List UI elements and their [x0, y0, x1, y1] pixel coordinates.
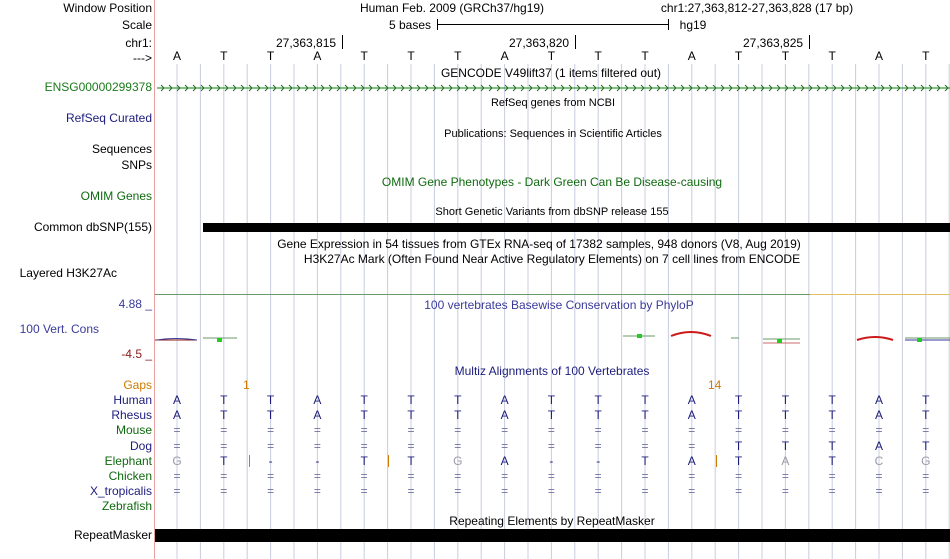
alignment-base: = [641, 469, 649, 483]
sequence-base: A [874, 49, 883, 63]
sequence-base: T [266, 49, 275, 63]
alignment-base: = [641, 484, 649, 499]
alignment-base: T [360, 393, 368, 407]
alignment-base: = [594, 438, 602, 453]
alignment-base: = [828, 484, 836, 499]
ruler-tick [809, 35, 810, 49]
alignment-base: T [734, 393, 743, 407]
alignment-base: = [313, 438, 321, 453]
alignment-base: T [641, 453, 649, 468]
gencode-transcript-feature[interactable] [155, 82, 950, 94]
sequence-base: T [922, 49, 930, 63]
insertion-marker [249, 455, 250, 467]
scale-bar-right-cap [668, 19, 669, 30]
alignment-base: A [687, 408, 696, 423]
ruler-tick-label: 27,363,815 [276, 36, 337, 50]
alignment-base: T [828, 438, 836, 453]
alignment-base: - [549, 453, 554, 468]
alignment-base: = [501, 469, 509, 483]
alignment-base: = [454, 469, 462, 483]
alignment-base: T [781, 408, 790, 423]
species-label-rhesus[interactable]: Rhesus [111, 408, 152, 423]
alignment-base: = [594, 484, 602, 499]
alignment-base: G [453, 453, 463, 468]
alignment-base: T [360, 408, 368, 423]
alignment-base: T [781, 438, 790, 453]
alignment-base: = [267, 469, 275, 483]
window-coordinates: chr1:27,363,812-27,363,828 (17 bp) [660, 1, 854, 15]
alignment-base: = [360, 484, 368, 499]
alignment-base: = [688, 423, 696, 438]
alignment-base: = [267, 484, 275, 499]
alignment-base: = [594, 423, 602, 438]
alignment-base: A [687, 393, 696, 407]
alignment-base: = [688, 484, 696, 499]
sequence-base: T [641, 49, 649, 63]
alignment-base: = [220, 469, 228, 483]
vert-cons-label[interactable]: 100 Vert. Cons [19, 322, 99, 336]
alignment-base: = [220, 438, 228, 453]
sequence-base: T [360, 49, 368, 63]
sequence-base: T [407, 49, 415, 63]
alignment-base: T [781, 393, 790, 407]
scale-bar-db: hg19 [679, 18, 707, 32]
alignment-base: = [407, 484, 415, 499]
alignment-base: - [268, 453, 273, 468]
alignment-base: T [547, 408, 556, 423]
scale-bar [437, 24, 669, 25]
alignment-base: T [266, 408, 275, 423]
species-label-mouse[interactable]: Mouse [115, 423, 152, 438]
layered-h3k27ac-label[interactable]: Layered H3K27Ac [19, 266, 117, 280]
alignment-base: A [500, 408, 509, 423]
alignment-base: T [454, 408, 462, 423]
alignment-base: = [828, 423, 836, 438]
repeatmasker-track-title[interactable]: Repeating Elements by RepeatMasker [449, 514, 655, 528]
sequences-label[interactable]: Sequences [91, 142, 152, 156]
h3k27ac-signal-line [155, 294, 810, 295]
conservation-max-label: 4.88 _ [118, 297, 152, 311]
alignment-base: T [266, 393, 275, 407]
alignment-base: = [781, 484, 789, 499]
omim-track-title[interactable]: OMIM Gene Phenotypes - Dark Green Can Be Disease-causing [381, 175, 723, 189]
alignment-base: = [641, 438, 649, 453]
alignment-base: = [828, 469, 836, 483]
alignment-base: = [313, 469, 321, 483]
species-label-chicken[interactable]: Chicken [108, 469, 152, 483]
alignment-base: T [220, 408, 228, 423]
alignment-base: T [734, 438, 743, 453]
alignment-base: A [313, 393, 322, 407]
alignment-base: G [172, 453, 182, 468]
alignment-base: = [781, 423, 789, 438]
species-label-dog[interactable]: Dog [129, 438, 152, 453]
alignment-base: T [734, 408, 743, 423]
scale-label: Scale [121, 18, 152, 32]
omim-genes-label[interactable]: OMIM Genes [80, 189, 152, 203]
alignment-base: A [313, 408, 322, 423]
alignment-base: = [547, 423, 555, 438]
alignment-base: G [921, 453, 931, 468]
alignment-base: A [172, 393, 181, 407]
common-dbsnp-label[interactable]: Common dbSNP(155) [33, 220, 152, 234]
alignment-base: = [594, 469, 602, 483]
alignment-base: = [267, 423, 275, 438]
alignment-base: = [501, 484, 509, 499]
strand-direction-label: ---> [133, 51, 152, 65]
alignment-base: T [547, 393, 556, 407]
sequence-base: A [500, 49, 509, 63]
alignment-base: T [828, 453, 836, 468]
snps-label[interactable]: SNPs [121, 158, 152, 172]
track-label-panel [0, 0, 155, 559]
sequence-base: T [594, 49, 602, 63]
gencode-track-title[interactable]: GENCODE V49lift37 (1 items filtered out) [440, 66, 662, 80]
alignment-base: = [781, 469, 789, 483]
alignment-base: = [360, 423, 368, 438]
sequence-base: T [828, 49, 836, 63]
species-label-human[interactable]: Human [113, 393, 152, 407]
alignment-base: = [547, 438, 555, 453]
publications-track-title[interactable]: Publications: Sequences in Scientific Articles [444, 128, 662, 140]
alignment-base: A [874, 408, 883, 423]
alignment-base: A [172, 408, 181, 423]
ruler-tick [575, 35, 576, 49]
gtex-track-title[interactable]: Gene Expression in 54 tissues from GTEx RNA-seq of 17382 samples, 948 donors (V8, Aug 2019) [277, 237, 801, 251]
alignment-base: T [454, 393, 462, 407]
alignment-base: = [735, 484, 743, 499]
alignment-base: T [734, 453, 743, 468]
refseq-track-title[interactable]: RefSeq genes from NCBI [490, 97, 616, 109]
alignment-base: = [454, 484, 462, 499]
alignment-base: = [875, 423, 883, 438]
alignment-base: - [315, 453, 320, 468]
alignment-base: = [501, 423, 509, 438]
dbsnp-variant-bar[interactable] [203, 223, 950, 232]
alignment-base: = [407, 438, 415, 453]
repeatmasker-element-bar[interactable] [155, 529, 950, 542]
alignment-base: = [688, 469, 696, 483]
alignment-base: A [874, 393, 883, 407]
alignment-base: = [267, 438, 275, 453]
sequence-base: T [220, 49, 228, 63]
alignment-base: = [360, 438, 368, 453]
alignment-base: T [594, 393, 602, 407]
sequence-base: T [781, 49, 790, 63]
sequence-base: T [454, 49, 462, 63]
alignment-base: - [596, 453, 601, 468]
alignment-base: T [828, 408, 836, 423]
alignment-base: = [454, 438, 462, 453]
assembly-title: Human Feb. 2009 (GRCh37/hg19) [359, 1, 545, 15]
alignment-base: = [641, 423, 649, 438]
alignment-base: = [875, 484, 883, 499]
alignment-base: T [407, 393, 415, 407]
refseq-curated-label[interactable]: RefSeq Curated [65, 111, 152, 125]
sequence-base: T [734, 49, 743, 63]
phylop-track-title[interactable]: 100 vertebrates Basewise Conservation by PhyloP [424, 298, 694, 312]
dbsnp-track-title[interactable]: Short Genetic Variants from dbSNP release 155 [435, 206, 669, 218]
alignment-base: T [407, 408, 415, 423]
alignment-base: = [407, 469, 415, 483]
h3k27ac-signal-line [810, 294, 950, 295]
sequence-base: A [172, 49, 181, 63]
alignment-base: T [828, 393, 836, 407]
alignment-base: = [501, 438, 509, 453]
alignment-base: C [874, 453, 884, 468]
alignment-base: T [220, 453, 228, 468]
sequence-base: A [313, 49, 322, 63]
species-label-x_tropicalis[interactable]: X_tropicalis [89, 484, 152, 499]
alignment-base: = [547, 469, 555, 483]
alignment-base: T [922, 438, 930, 453]
conservation-min-label: -4.5 _ [121, 347, 152, 361]
alignment-base: = [407, 423, 415, 438]
alignment-base: = [313, 484, 321, 499]
multiz-track-title[interactable]: Multiz Alignments of 100 Vertebrates [454, 364, 650, 378]
alignment-base: = [173, 469, 181, 483]
h3k27ac-track-title[interactable]: H3K27Ac Mark (Often Found Near Active Regulatory Elements) on 7 cell lines from ENCODE [303, 252, 801, 266]
alignment-base: = [454, 423, 462, 438]
alignment-base: T [641, 408, 649, 423]
alignment-base: A [874, 438, 883, 453]
alignment-base: = [220, 423, 228, 438]
alignment-base: = [173, 438, 181, 453]
alignment-base: A [500, 453, 509, 468]
species-label-elephant[interactable]: Elephant [104, 453, 152, 468]
insertion-marker [388, 455, 389, 467]
alignment-base: T [220, 393, 228, 407]
alignment-base: = [360, 469, 368, 483]
alignment-base: T [360, 453, 368, 468]
alignment-base: = [735, 469, 743, 483]
scale-bar-label: 5 bases [388, 18, 432, 32]
window-position-label: Window Position [63, 1, 152, 15]
gap-count-label: 1 [243, 378, 250, 392]
alignment-base: T [594, 408, 602, 423]
alignment-base: = [922, 484, 930, 499]
insertion-marker [716, 455, 717, 467]
alignment-base: A [781, 453, 790, 468]
alignment-base: = [173, 484, 181, 499]
scale-bar-left-cap [437, 19, 438, 30]
chromosome-label: chr1: [125, 36, 152, 50]
gap-count-label: 14 [708, 378, 722, 392]
alignment-base: T [641, 393, 649, 407]
alignment-base: = [547, 484, 555, 499]
gencode-gene-label[interactable]: ENSG00000299378 [44, 80, 152, 94]
repeatmasker-label[interactable]: RepeatMasker [73, 528, 152, 542]
ruler-tick-label: 27,363,825 [743, 36, 804, 50]
alignment-base: = [922, 469, 930, 483]
alignment-base: = [922, 423, 930, 438]
alignment-base: T [922, 393, 930, 407]
track-display-panel[interactable] [155, 0, 950, 559]
species-label-zebrafish[interactable]: Zebrafish [101, 499, 152, 514]
alignment-base: = [735, 423, 743, 438]
alignment-base: = [313, 423, 321, 438]
alignment-base: A [500, 393, 509, 407]
alignment-base: = [875, 469, 883, 483]
alignment-base: T [922, 408, 930, 423]
ruler-tick [342, 35, 343, 49]
alignment-base: = [688, 438, 696, 453]
alignment-base: T [407, 453, 415, 468]
alignment-base: = [220, 484, 228, 499]
gaps-label: Gaps [123, 378, 152, 392]
phylop-conservation-graph[interactable] [155, 320, 950, 350]
alignment-base: A [687, 453, 696, 468]
alignment-base: = [173, 423, 181, 438]
ruler-tick-label: 27,363,820 [509, 36, 570, 50]
sequence-base: A [687, 49, 696, 63]
sequence-base: T [547, 49, 556, 63]
